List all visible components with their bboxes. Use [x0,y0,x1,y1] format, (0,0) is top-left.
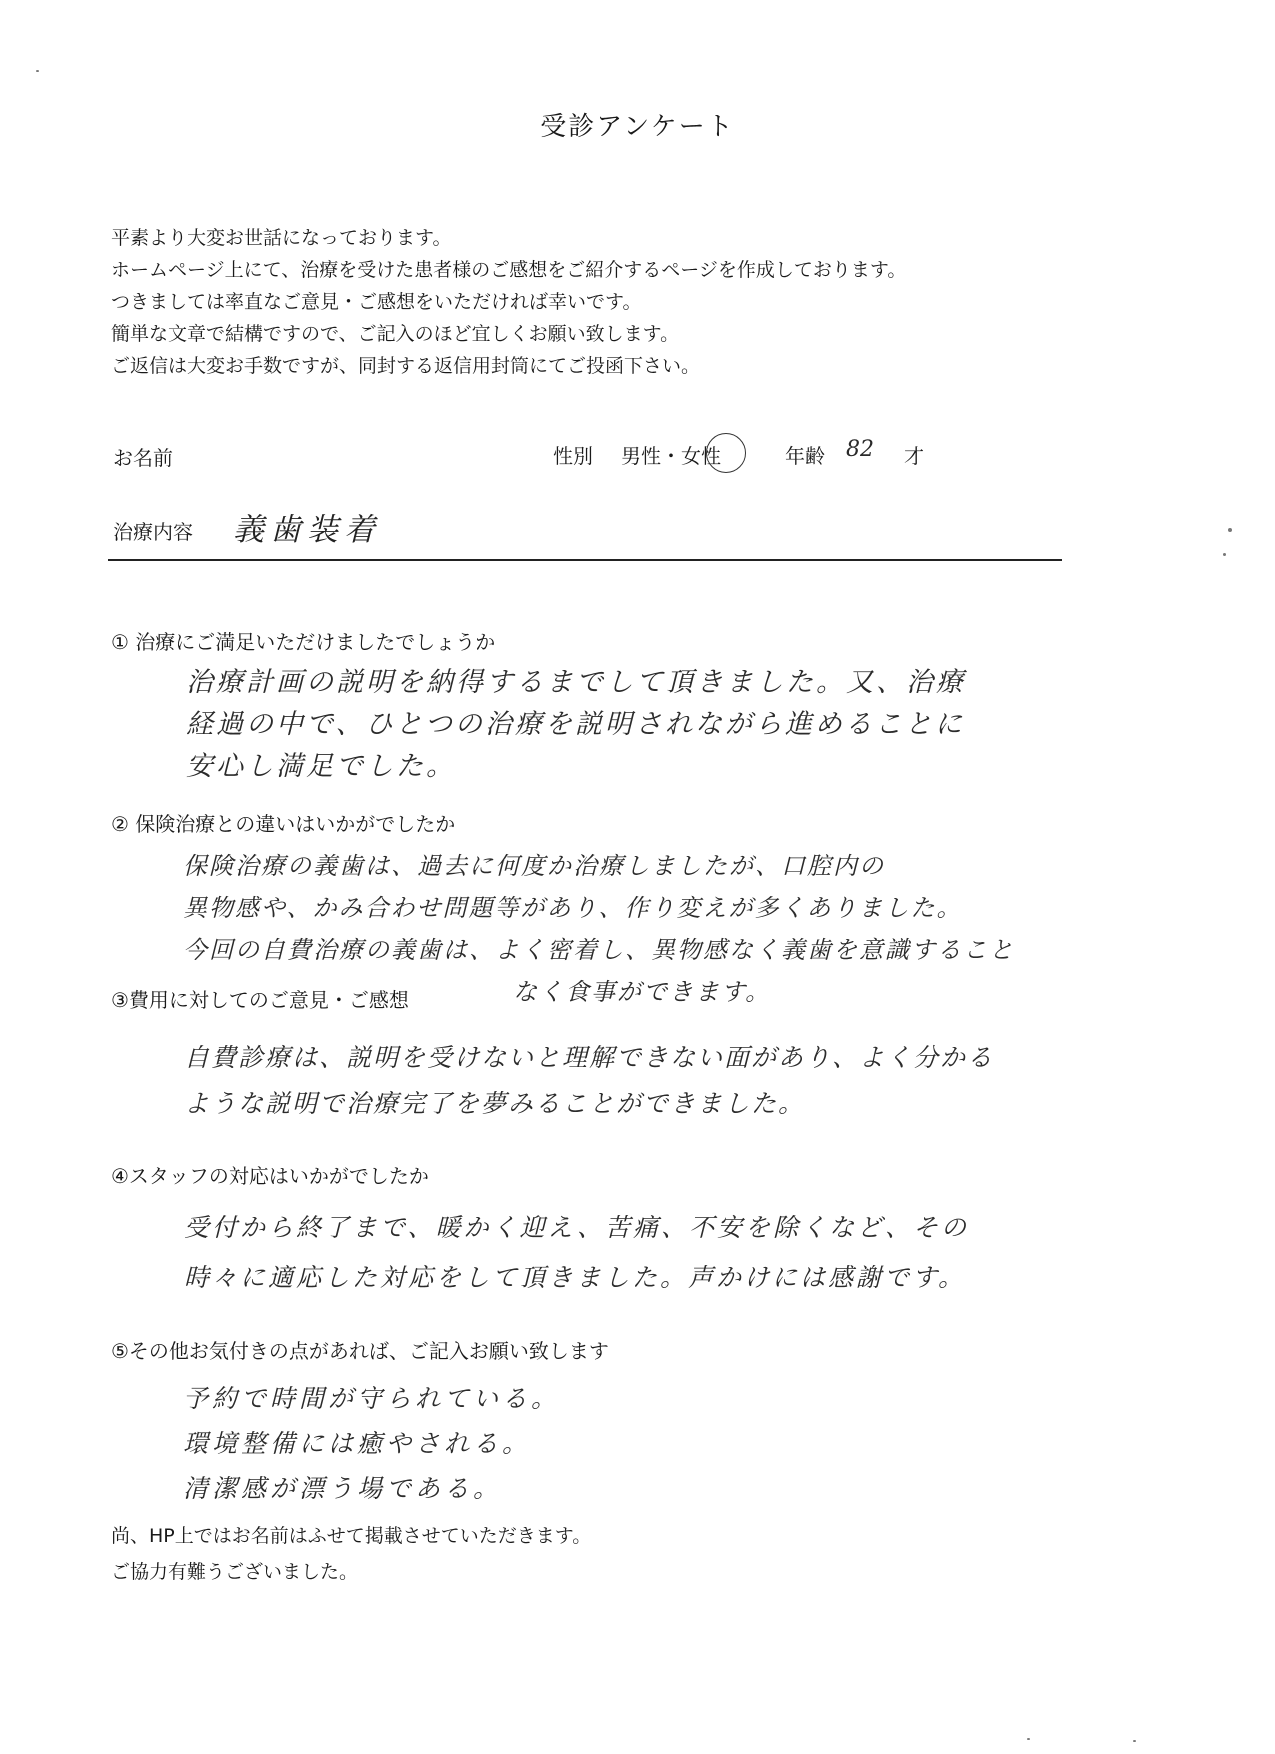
gender-options: 男性・女性 [621,444,721,468]
question-4-answer [184,1203,969,1303]
answer-line: 時々に適応した対応をして頂きました。声かけには感謝です。 [184,1263,967,1292]
scan-speck [1228,528,1232,532]
answer-line: 経過の中で、ひとつの治療を説明されながら進めることに [186,709,965,740]
question-1-answer [186,662,966,788]
answer-line: なく食事ができます。 [513,978,772,1006]
answer-line: 予約で時間が守られている。 [183,1384,561,1413]
question-3-label: ③費用に対してのご意見・ご感想 [111,988,409,1012]
intro-line: 平素より大変お世話になっております。 [111,227,452,249]
age-unit: 才 [904,444,924,468]
question-5-answer [183,1376,560,1511]
document-title: 受診アンケート [540,112,735,142]
name-label: お名前 [113,446,173,470]
question-1-label: ① 治療にご満足いただけましたでしょうか [111,630,496,654]
age-label: 年齢 [785,444,825,468]
age-value-handwritten: 82 [846,437,874,462]
question-3-answer [184,1035,994,1127]
header-divider [108,559,1062,561]
scan-speck [1027,1738,1030,1740]
intro-line: ホームページ上にて、治療を受けた患者様のご感想をご紹介するページを作成しております。 [111,259,907,281]
intro-line: 簡単な文章で結構ですので、ご記入のほど宜しくお願い致します。 [111,323,680,345]
answer-line: 治療計画の説明を納得するまでして頂きました。又、治療 [186,667,966,698]
intro-line: つきましては率直なご意見・ご感想をいただければ幸いです。 [111,291,642,313]
footer-line: 尚、HP上ではお名前はふせて掲載させていただきます。 [111,1525,592,1547]
scan-speck [1133,1740,1136,1742]
answer-line: 受付から終了まで、暖かく迎え、苦痛、不安を除くなど、その [184,1213,970,1242]
question-4-label: ④スタッフの対応はいかがでしたか [111,1164,429,1188]
answer-line: 異物感や、かみ合わせ問題等があり、作り変えが多くありました。 [183,894,963,922]
gender-selection-circle [706,433,746,473]
footer-note [111,1518,591,1590]
treatment-label: 治療内容 [113,520,193,544]
answer-line: ような説明で治療完了を夢みることができました。 [184,1089,806,1118]
intro-line: ご返信は大変お手数ですが、同封する返信用封筒にてご投函下さい。 [111,355,701,377]
answer-line: 清潔感が漂う場である。 [183,1474,503,1503]
scan-speck [1223,553,1226,556]
question-2-label: ② 保険治療との違いはいかがでしたか [111,812,456,836]
question-5-label: ⑤その他お気付きの点があれば、ご記入お願い致します [111,1339,609,1363]
footer-line: ご協力有難うございました。 [111,1561,359,1583]
answer-line: 保険治療の義歯は、過去に何度か治療しましたが、口腔内の [183,852,885,880]
intro-paragraph [111,222,906,382]
gender-label: 性別 [553,444,593,468]
answer-line: 今回の自費治療の義歯は、よく密着し、異物感なく義歯を意識すること [183,936,1015,964]
answer-line: 環境整備には癒やされる。 [183,1429,532,1458]
answer-line: 自費診療は、説明を受けないと理解できない面があり、よく分かる [184,1043,995,1072]
answer-line: 安心し満足でした。 [186,751,456,782]
scan-speck [36,70,39,72]
treatment-value-handwritten: 義歯装着 [233,512,381,548]
